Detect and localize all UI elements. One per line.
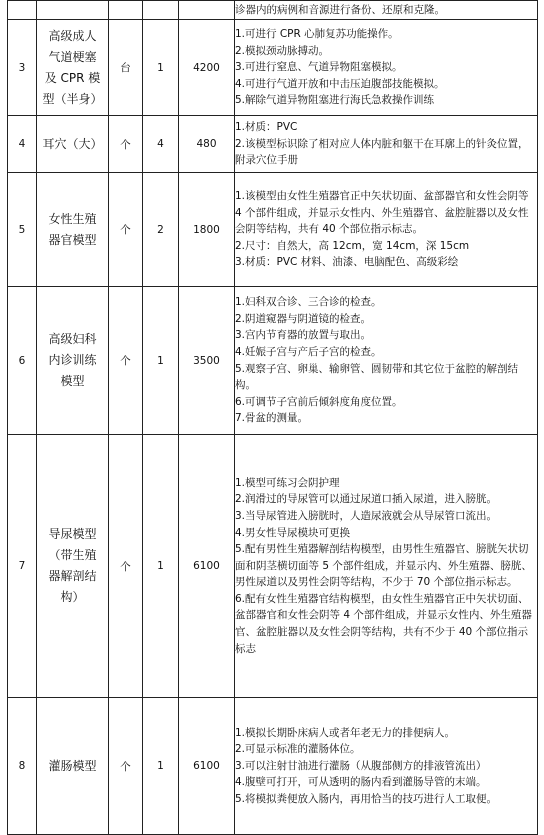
item-quantity: 4 [143, 116, 179, 173]
specification-line: 4.男女性导尿模块可更换 [235, 526, 351, 539]
specification-line: 3.可以注射甘油进行灌肠（从腹部侧方的排液管流出） [235, 759, 487, 772]
item-name-line: 型（半身） [42, 91, 103, 106]
specification-line: 3.材质：PVC 材料、油漆、电脑配色、高级彩绘 [235, 256, 459, 269]
specification-line: 4.妊娠子宫与产后子宫的检查。 [235, 345, 382, 358]
item-name-line: 耳穴（大） [42, 136, 103, 151]
specification-line: 1.模型可练习会阴护理 [235, 476, 340, 489]
item-price: 480 [179, 116, 235, 173]
item-number [8, 1, 37, 20]
item-price [179, 1, 235, 20]
specification-line: 5.配有男性生殖器解剖结构模型，由男性生殖器官、膀胱矢状切面和阴茎横切面等 5 个部件组成，并显示内、外生殖器、膀胱、男性尿道以及男性会阴等结构，不少于 70 个部位指示标志。 [235, 543, 532, 589]
item-name-line: 灌肠模型 [48, 758, 97, 773]
item-unit [109, 1, 143, 20]
item-name-line: 气道梗塞 [48, 49, 97, 64]
item-number: 8 [8, 698, 37, 835]
item-name-line: 女性生殖 [48, 211, 97, 226]
item-specification [235, 20, 538, 116]
specification-line: 4.腹壁可打开，可从透明的肠内看到灌肠导管的末端。 [235, 776, 487, 789]
item-name [37, 698, 109, 835]
item-number: 5 [8, 173, 37, 287]
item-name-line: 高级成人 [48, 28, 97, 43]
item-name [37, 287, 109, 435]
item-name [37, 116, 109, 173]
item-specification [235, 173, 538, 287]
item-unit: 个 [109, 435, 143, 698]
item-number: 7 [8, 435, 37, 698]
item-name-line: 导尿模型 [48, 527, 97, 541]
specification-line: 3.当导尿管进入膀胱时，人造尿液就会从导尿管口流出。 [235, 509, 498, 522]
item-quantity: 2 [143, 173, 179, 287]
item-quantity: 1 [143, 287, 179, 435]
specification-line: 诊器内的病例和音源进行备份、还原和克隆。 [235, 3, 445, 16]
item-price: 6100 [179, 698, 235, 835]
item-name-line: （带生殖 [48, 548, 97, 562]
item-price: 1800 [179, 173, 235, 287]
item-name-line: 构） [60, 590, 85, 604]
item-quantity: 1 [143, 20, 179, 116]
table-row [8, 116, 538, 173]
item-name [37, 1, 109, 20]
item-name-line: 内诊训练 [48, 353, 97, 367]
specification-line: 1.该模型由女性生殖器官正中矢状切面、盆部器官和女性会阴等 4 个部件组成，并显示女性内、外生殖器官、盆腔脏器以及女性会阴等结构，共有 40 个部位指示标志。 [235, 190, 529, 236]
specification-line: 2.尺寸：自然大，高 12cm，宽 14cm，深 15cm [235, 239, 470, 252]
item-unit: 个 [109, 698, 143, 835]
item-name-line: 器官模型 [48, 232, 97, 247]
item-specification [235, 1, 538, 20]
item-number: 3 [8, 20, 37, 116]
item-price: 3500 [179, 287, 235, 435]
item-specification [235, 116, 538, 173]
specification-line: 5.观察子宫、卵巢、输卵管、圆韧带和其它位于盆腔的解剖结构。 [235, 362, 519, 392]
specification-line: 5.解除气道异物阻塞进行海氏急救操作训练 [235, 94, 435, 107]
item-name [37, 173, 109, 287]
table-row [8, 698, 538, 835]
equipment-spec-table [7, 0, 538, 835]
item-name [37, 20, 109, 116]
specification-line: 1.材质：PVC [235, 121, 298, 134]
specification-line: 3.可进行窒息、气道异物阻塞模拟。 [235, 61, 403, 74]
item-name [37, 435, 109, 698]
specification-line: 6.配有女性生殖器官结构模型，由女性生殖器官正中矢状切面、盆部器官和女性会阴等 4 个部件组成，并显示女性内、外生殖器官、盆腔脏器以及女性会阴等结构，共有不少于 40 个部位指示标志 [235, 592, 532, 655]
item-unit: 台 [109, 20, 143, 116]
specification-line: 5.将模拟粪便放入肠内，再用恰当的技巧进行人工取便。 [235, 792, 498, 805]
table-row [8, 173, 538, 287]
item-quantity: 1 [143, 435, 179, 698]
table-row [8, 1, 538, 20]
item-specification [235, 435, 538, 698]
specification-line: 1.妇科双合诊、三合诊的检查。 [235, 296, 382, 309]
item-name-line: 及 CPR 模 [44, 70, 101, 85]
item-unit: 个 [109, 173, 143, 287]
specification-line: 7.骨盆的测量。 [235, 412, 309, 425]
specification-line: 1.可进行 CPR 心肺复苏功能操作。 [235, 28, 399, 41]
specification-line: 2.可显示标准的灌肠体位。 [235, 743, 361, 756]
table-row [8, 287, 538, 435]
item-name-line: 高级妇科 [48, 332, 97, 346]
table-row [8, 435, 538, 698]
specification-line: 3.宫内节育器的放置与取出。 [235, 329, 372, 342]
item-quantity [143, 1, 179, 20]
item-price: 4200 [179, 20, 235, 116]
item-name-line: 器解剖结 [48, 569, 97, 583]
specification-line: 4.可进行气道开放和中击压迫腹部技能模拟。 [235, 77, 445, 90]
item-number: 4 [8, 116, 37, 173]
item-specification [235, 698, 538, 835]
item-number: 6 [8, 287, 37, 435]
specification-line: 6.可调节子宫前后倾斜度角度位置。 [235, 395, 403, 408]
item-name-line: 模型 [60, 374, 85, 388]
specification-line: 2.阴道窥器与阴道镜的检查。 [235, 312, 372, 325]
specification-line: 2.该模型标识除了相对应人体内脏和躯干在耳廓上的针灸位置，附录穴位手册 [235, 137, 529, 167]
item-price: 6100 [179, 435, 235, 698]
table-row [8, 20, 538, 116]
specification-line: 2.模拟颈动脉搏动。 [235, 44, 330, 57]
item-unit: 个 [109, 116, 143, 173]
item-specification [235, 287, 538, 435]
specification-line: 2.润滑过的导尿管可以通过尿道口插入尿道，进入膀胱。 [235, 493, 498, 506]
specification-line: 1.模拟长期卧床病人或者年老无力的排便病人。 [235, 726, 456, 739]
item-quantity: 1 [143, 698, 179, 835]
item-unit: 个 [109, 287, 143, 435]
